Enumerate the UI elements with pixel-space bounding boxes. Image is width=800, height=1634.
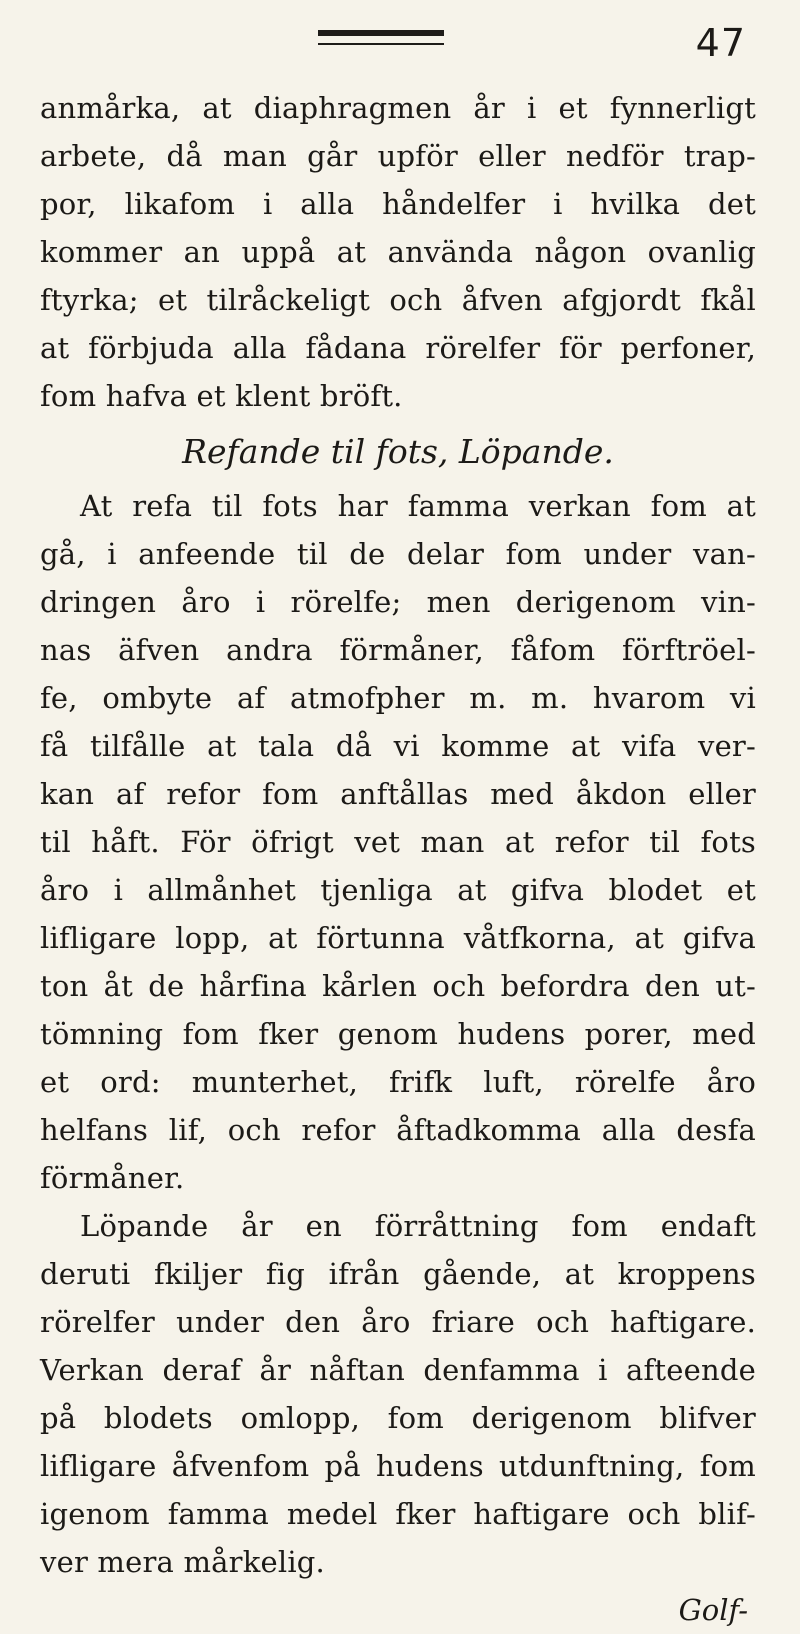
page-number: 47	[695, 21, 746, 65]
text-line: At refa til fots har famma verkan fom at	[80, 489, 756, 523]
text-line: deruti fkiljer fig ifrån gående, at kroppens	[40, 1257, 756, 1291]
text-line: dringen åro i rörelfe; men derigenom vin-	[40, 585, 756, 619]
text-line: ver mera mårkelig.	[40, 1545, 325, 1579]
text-line: lifligare lopp, at förtunna våtfkorna, at gifva	[40, 921, 756, 955]
text-line: förmåner.	[40, 1161, 185, 1195]
text-line: et ord: munterhet, frifk luft, rörelfe åro	[40, 1065, 756, 1099]
text-line: Verkan deraf år nåftan denfamma i afteende	[40, 1353, 756, 1387]
text-line: fe, ombyte af atmofpher m. m. hvarom vi	[40, 681, 756, 715]
text-line: til håft. För öfrigt vet man at refor til fots	[40, 825, 756, 859]
text-line: kan af refor fom anftållas med åkdon eller	[40, 777, 756, 811]
text-line: arbete, då man går upför eller nedför trap-	[40, 139, 756, 173]
section-heading: Refande til fots, Löpande.	[182, 432, 614, 471]
text-line: nas äfven andra förmåner, fåfom förftröel-	[40, 633, 756, 667]
paragraph-1	[40, 84, 756, 420]
text-line: por, likafom i alla håndelfer i hvilka det	[40, 187, 756, 221]
text-line: åro i allmånhet tjenliga at gifva blodet et	[40, 873, 756, 907]
text-line: lifligare åfvenfom på hudens utdunftning, fom	[40, 1449, 756, 1483]
body-text	[40, 84, 756, 1634]
text-line: anmårka, at diaphragmen år i et fynnerligt	[40, 91, 756, 125]
text-line: få tilfålle at tala då vi komme at vifa ver-	[40, 729, 756, 763]
text-line: gå, i anfeende til de delar fom under van-	[40, 537, 756, 571]
text-line: på blodets omlopp, fom derigenom blifver	[40, 1401, 756, 1435]
header-rule-thick	[318, 30, 444, 36]
paragraph-2	[40, 482, 756, 1202]
text-line: rörelfer under den åro friare och haftigare.	[40, 1305, 756, 1339]
text-line: ftyrka; et tilråckeligt och åfven afgjordt fkål	[40, 283, 756, 317]
text-line: helfans lif, och refor åftadkomma alla desfa	[40, 1113, 756, 1147]
text-line: at förbjuda alla fådana rörelfer för perfoner,	[40, 331, 756, 365]
text-line: fom hafva et klent bröft.	[40, 379, 403, 413]
text-line: tömning fom fker genom hudens porer, med	[40, 1017, 756, 1051]
text-line: Löpande år en förråttning fom endaft	[80, 1209, 756, 1243]
text-line: ton åt de hårfina kårlen och befordra den ut-	[40, 969, 756, 1003]
header-rule-thin	[318, 43, 444, 45]
paragraph-3	[40, 1202, 756, 1586]
text-line: igenom famma medel fker haftigare och blif-	[40, 1497, 756, 1531]
text-line: kommer an uppå at använda någon ovanlig	[40, 235, 756, 269]
catchword: Golf-	[678, 1593, 748, 1627]
